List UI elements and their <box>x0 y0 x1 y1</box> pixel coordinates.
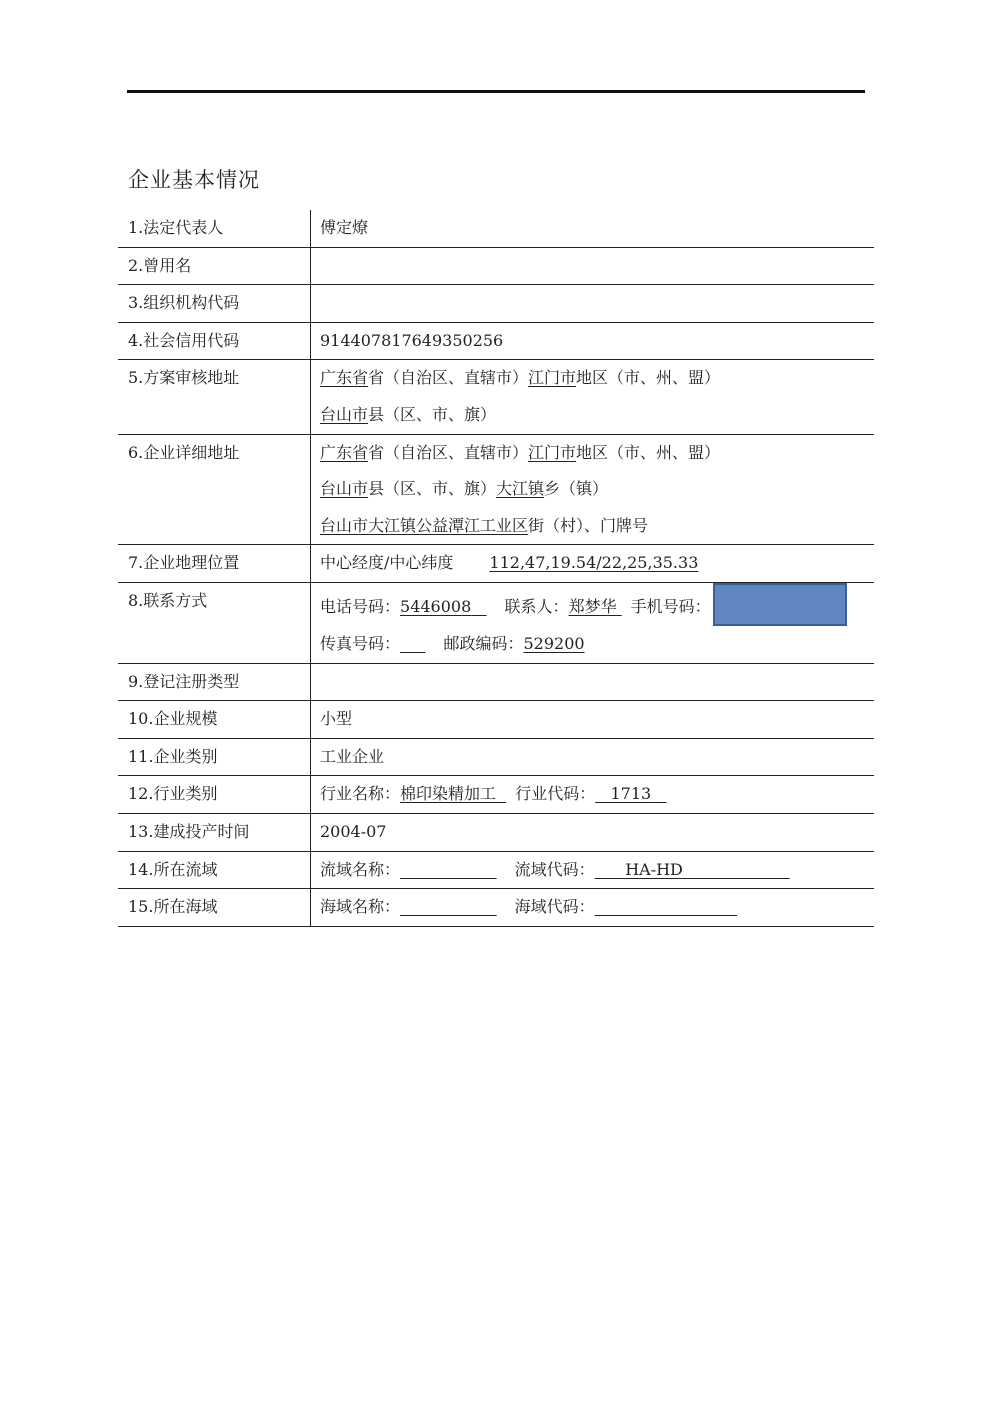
row-label: 11.企业类别 <box>118 738 311 776</box>
enterprise-info-table <box>118 210 874 927</box>
row-label: 1.法定代表人 <box>118 210 311 247</box>
row-label: 6.企业详细地址 <box>118 434 311 545</box>
sea-code <box>595 897 737 916</box>
province-suffix: 省（自治区、直辖市） <box>368 368 529 388</box>
address-line <box>320 435 874 472</box>
contact-value <box>311 582 875 663</box>
row-label: 10.企业规模 <box>118 701 311 739</box>
province: 广东省 <box>320 368 369 388</box>
credit-code-value: 914407817649350256 <box>311 322 875 360</box>
sea-name-label: 海域名称： <box>320 897 401 917</box>
header-rule <box>127 90 865 93</box>
former-name-value <box>311 247 875 285</box>
row-label: 5.方案审核地址 <box>118 360 311 434</box>
county: 台山市 <box>320 479 369 499</box>
city-suffix: 地区（市、州、盟） <box>576 368 721 388</box>
table-row <box>118 322 874 360</box>
row-label: 3.组织机构代码 <box>118 285 311 323</box>
address-line <box>320 360 874 397</box>
sea-area-value <box>311 889 875 927</box>
industry-name: 棉印染精加工 <box>400 784 497 804</box>
industry-code-label: 行业代码： <box>515 784 596 804</box>
county: 台山市 <box>320 404 369 424</box>
legal-representative-value: 傅定燎 <box>311 210 875 247</box>
address-line <box>320 508 874 545</box>
page-title: 企业基本情况 <box>128 168 260 192</box>
category-value: 工业企业 <box>311 738 875 776</box>
phone: 5446008 <box>400 596 472 616</box>
coords: 112,47,19.54/22,25,35.33 <box>489 553 699 573</box>
table-row <box>118 889 874 927</box>
table-row <box>118 738 874 776</box>
county-suffix: 县（区、市、旗） <box>368 404 497 424</box>
post-label: 邮政编码： <box>443 633 524 653</box>
basin-code-label: 流域代码： <box>514 859 595 879</box>
row-label: 14.所在流域 <box>118 851 311 889</box>
start-date-value: 2004-07 <box>311 813 875 851</box>
row-label: 9.登记注册类型 <box>118 663 311 701</box>
basin-value <box>311 851 875 889</box>
table-row <box>118 663 874 701</box>
table-row <box>118 776 874 814</box>
row-label: 4.社会信用代码 <box>118 322 311 360</box>
coords-prefix: 中心经度/中心纬度 <box>320 553 454 573</box>
table-row <box>118 813 874 851</box>
table-row <box>118 582 874 663</box>
town-suffix: 乡（镇） <box>544 479 609 499</box>
row-label: 8.联系方式 <box>118 582 311 663</box>
phone-label: 电话号码： <box>320 596 401 616</box>
review-address-value <box>311 360 875 434</box>
mobile-label: 手机号码： <box>630 596 711 616</box>
contact-label: 联系人： <box>504 596 569 616</box>
county-suffix: 县（区、市、旗） <box>368 479 497 499</box>
industry-code: 1713 <box>610 784 652 804</box>
province-suffix: 省（自治区、直辖市） <box>368 442 529 462</box>
contact-line <box>320 626 874 663</box>
table-row <box>118 851 874 889</box>
table-row <box>118 545 874 583</box>
table-row <box>118 247 874 285</box>
sea-name <box>400 897 497 916</box>
industry-value <box>311 776 875 814</box>
address-line <box>320 471 874 508</box>
row-label: 13.建成投产时间 <box>118 813 311 851</box>
address-line <box>320 397 874 434</box>
sea-code-label: 海域代码： <box>514 897 595 917</box>
scale-value: 小型 <box>311 701 875 739</box>
geo-location-value <box>311 545 875 583</box>
table-row <box>118 701 874 739</box>
street-suffix: 街（村）、门牌号 <box>528 515 649 535</box>
table-row <box>118 285 874 323</box>
city-suffix: 地区（市、州、盟） <box>576 442 721 462</box>
fax <box>400 634 425 653</box>
town: 大江镇 <box>496 479 545 499</box>
basin-name <box>400 860 497 879</box>
registration-type-value <box>311 663 875 701</box>
row-label: 2.曾用名 <box>118 247 311 285</box>
province: 广东省 <box>320 442 369 462</box>
city: 江门市 <box>528 368 577 388</box>
redaction-mask <box>713 583 847 626</box>
postcode: 529200 <box>523 633 585 653</box>
row-label: 12.行业类别 <box>118 776 311 814</box>
row-label: 15.所在海域 <box>118 889 311 927</box>
org-code-value <box>311 285 875 323</box>
table-row <box>118 434 874 545</box>
street: 台山市大江镇公益潭江工业区 <box>320 515 529 535</box>
contact-line <box>320 583 874 626</box>
contact-person: 郑梦华 <box>568 596 617 616</box>
table-row <box>118 210 874 247</box>
industry-name-label: 行业名称： <box>320 784 401 804</box>
row-label: 7.企业地理位置 <box>118 545 311 583</box>
basin-name-label: 流域名称： <box>320 859 401 879</box>
basin-code: HA-HD <box>625 859 683 879</box>
table-row <box>118 360 874 434</box>
fax-label: 传真号码： <box>320 633 401 653</box>
detail-address-value <box>311 434 875 545</box>
city: 江门市 <box>528 442 577 462</box>
